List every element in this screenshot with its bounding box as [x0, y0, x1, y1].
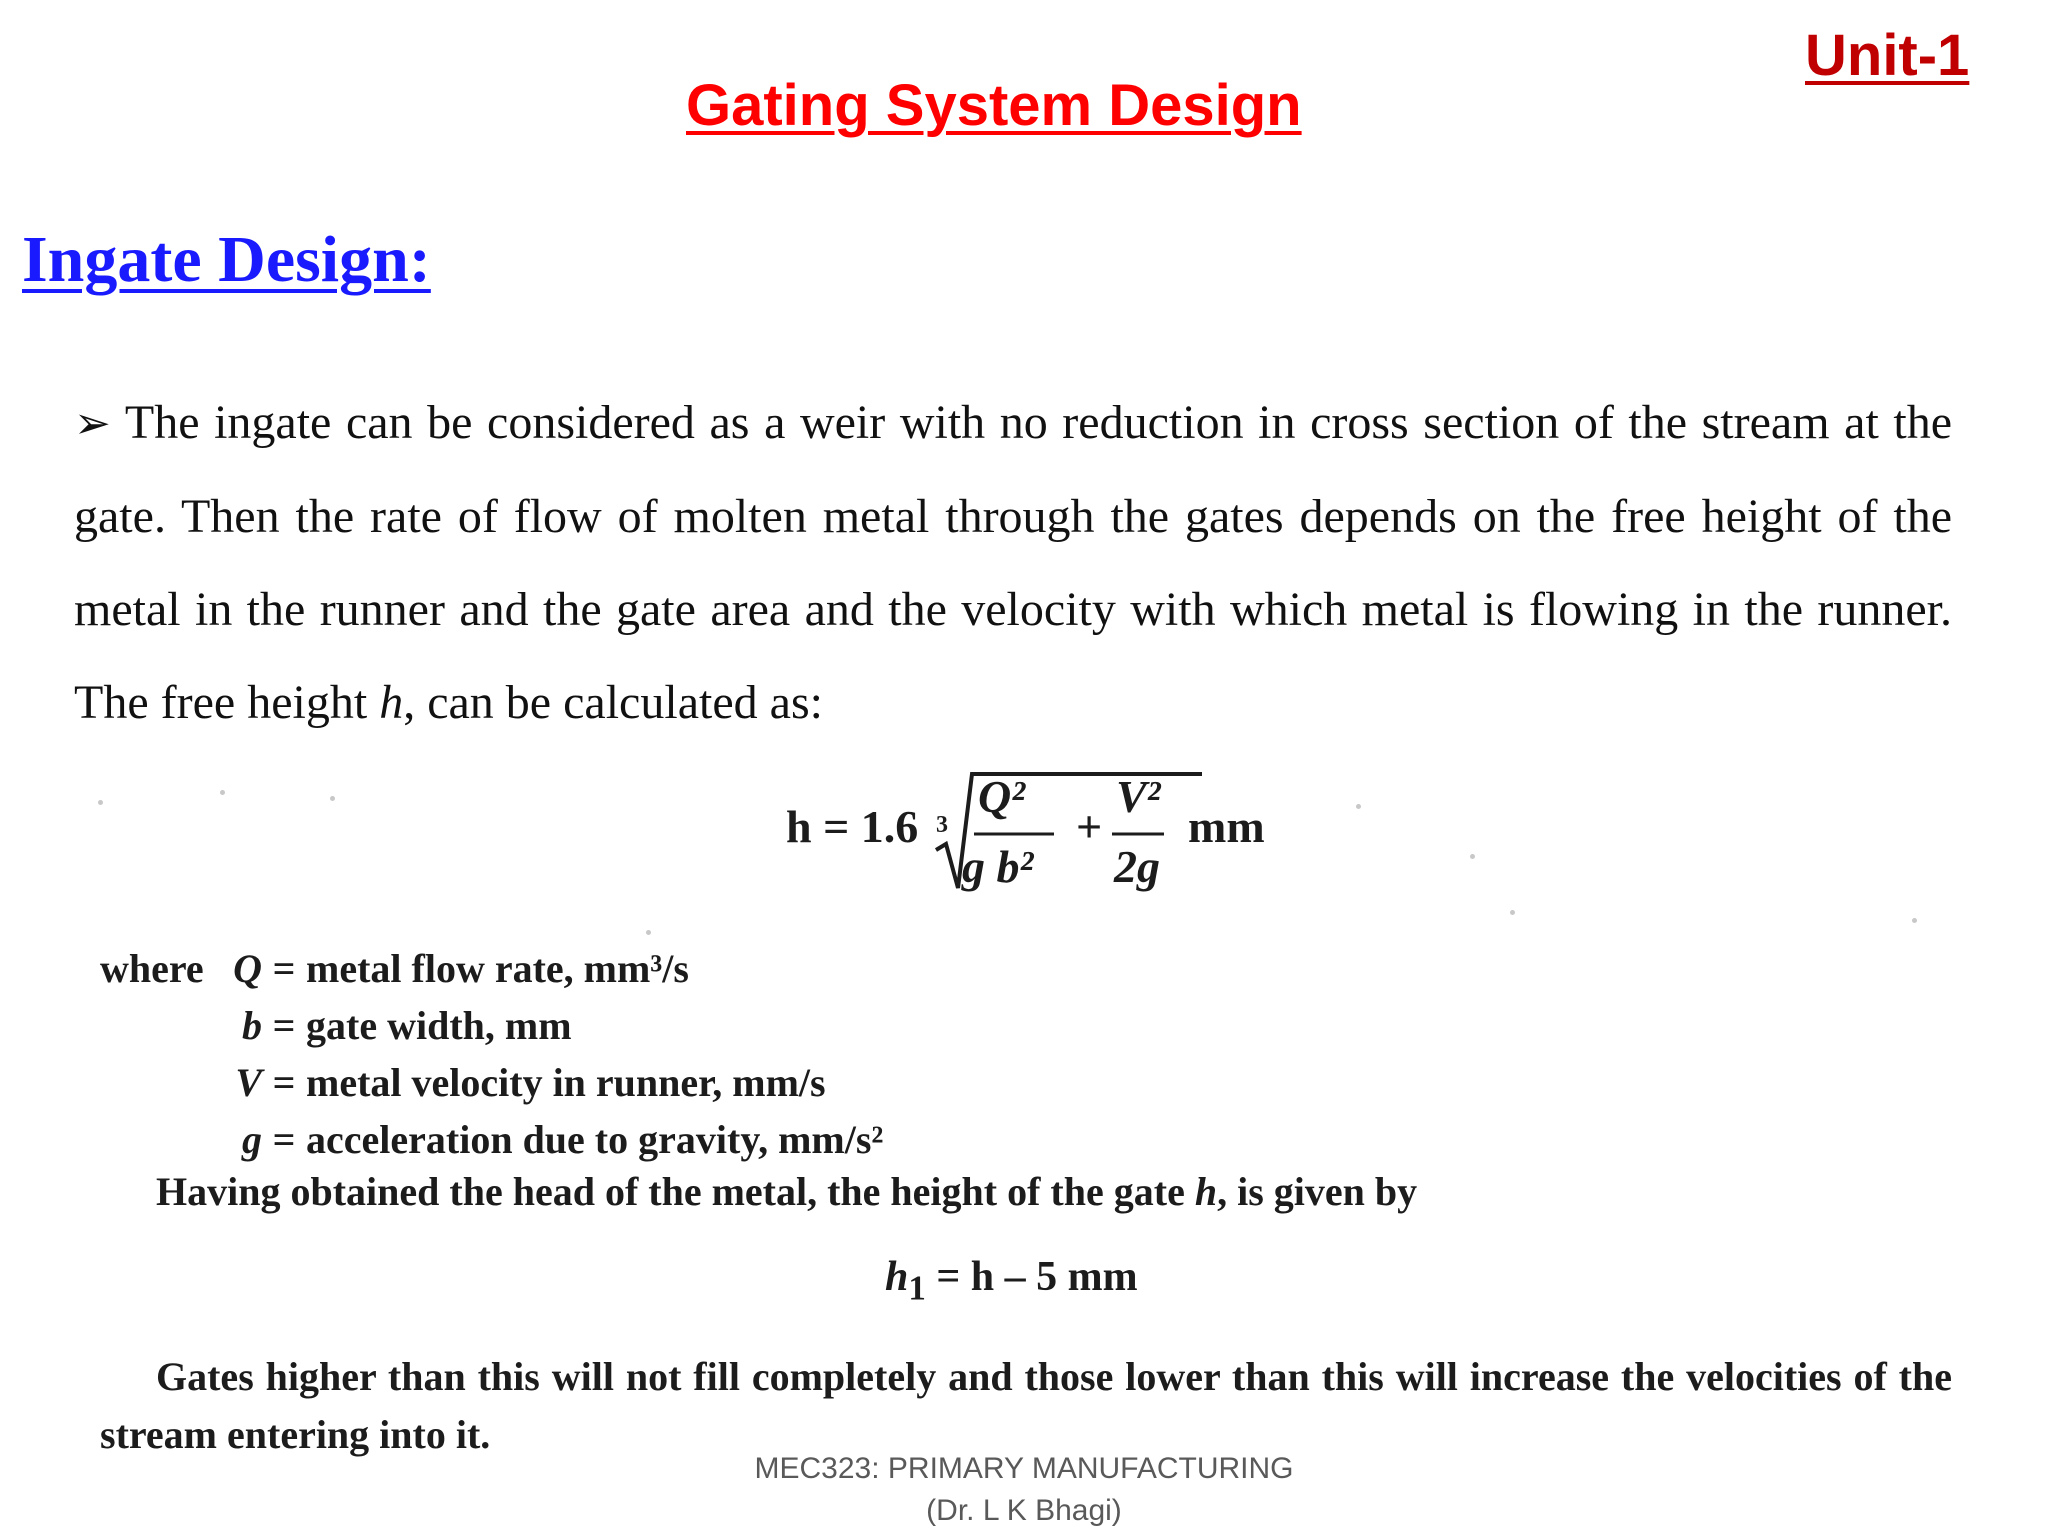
definition-desc: acceleration due to gravity, mm/s² — [306, 1117, 884, 1162]
footer-course: MEC323: PRIMARY MANUFACTURING — [754, 1452, 1294, 1485]
definition-row — [100, 997, 883, 1054]
where-word: where — [100, 946, 204, 991]
arrow-bullet-icon: ➢ — [74, 399, 111, 448]
having-sentence — [156, 1168, 1417, 1215]
gates-paragraph: Gates higher than this will not fill completely and those lower than this will increase the velocities of the stream entering into it. — [100, 1354, 1952, 1457]
formula-two-lhs: h — [885, 1254, 909, 1300]
definition-eq: = — [272, 1060, 296, 1105]
formula-plus: + — [1076, 801, 1103, 852]
definition-desc: metal velocity in runner, mm/s — [306, 1060, 826, 1105]
definition-var: Q — [233, 946, 262, 991]
definition-row — [100, 940, 883, 997]
having-text: Having obtained the head of the metal, the height of the gate — [156, 1169, 1195, 1214]
section-heading: Ingate Design: — [22, 223, 431, 296]
intro-text: The ingate can be considered as a weir with no reduction in cross section of the stream at the gate. Then the rate of flow of molten metal through the gates depends on the free height of the metal in the runner and the gate area and the velocity with which metal is flowing in the runner. The free height — [74, 396, 1952, 729]
definition-var: V — [235, 1060, 262, 1105]
scan-speck — [1510, 910, 1515, 915]
definition-var: g — [242, 1117, 262, 1162]
having-text-end: , is given by — [1217, 1169, 1418, 1214]
formula-root-index: 3 — [936, 812, 948, 838]
scan-speck — [1356, 804, 1361, 809]
definitions-list — [100, 940, 883, 1168]
formula-frac1-denominator: g b² — [962, 841, 1034, 892]
scan-speck — [1912, 918, 1917, 923]
intro-paragraph — [74, 376, 1952, 749]
scan-speck — [646, 930, 651, 935]
definition-row — [100, 1054, 883, 1111]
definition-eq: = — [272, 1003, 296, 1048]
scan-speck — [98, 800, 103, 805]
slide-footer — [0, 1448, 2048, 1532]
formula-gate-height — [885, 1253, 1138, 1308]
definition-desc: metal flow rate, mm³/s — [306, 946, 689, 991]
scan-speck — [220, 790, 225, 795]
formula-frac1-numerator: Q² — [978, 771, 1026, 822]
footer-author: (Dr. L K Bhagi) — [926, 1494, 1122, 1527]
scan-speck — [330, 796, 335, 801]
slide-title: Gating System Design — [686, 73, 1302, 138]
formula-unit: mm — [1188, 801, 1265, 852]
definition-row — [100, 1111, 883, 1168]
formula-frac2-numerator: V² — [1116, 771, 1161, 822]
formula-free-height — [786, 770, 1266, 900]
definition-eq: = — [272, 946, 296, 991]
formula-frac2-denominator: 2g — [1114, 841, 1160, 892]
formula-lhs: h = 1.6 — [786, 801, 919, 852]
formula-two-rhs: = h – 5 mm — [936, 1254, 1138, 1300]
formula-two-sub: 1 — [908, 1268, 926, 1308]
definition-desc: gate width, mm — [306, 1003, 572, 1048]
definition-var: b — [242, 1003, 262, 1048]
scan-speck — [1470, 854, 1475, 859]
having-var: h — [1194, 1169, 1218, 1214]
intro-var-h: h — [379, 676, 404, 729]
definition-eq: = — [272, 1117, 296, 1162]
unit-label: Unit-1 — [1805, 23, 1970, 88]
intro-text-end: , can be calculated as: — [403, 676, 823, 729]
